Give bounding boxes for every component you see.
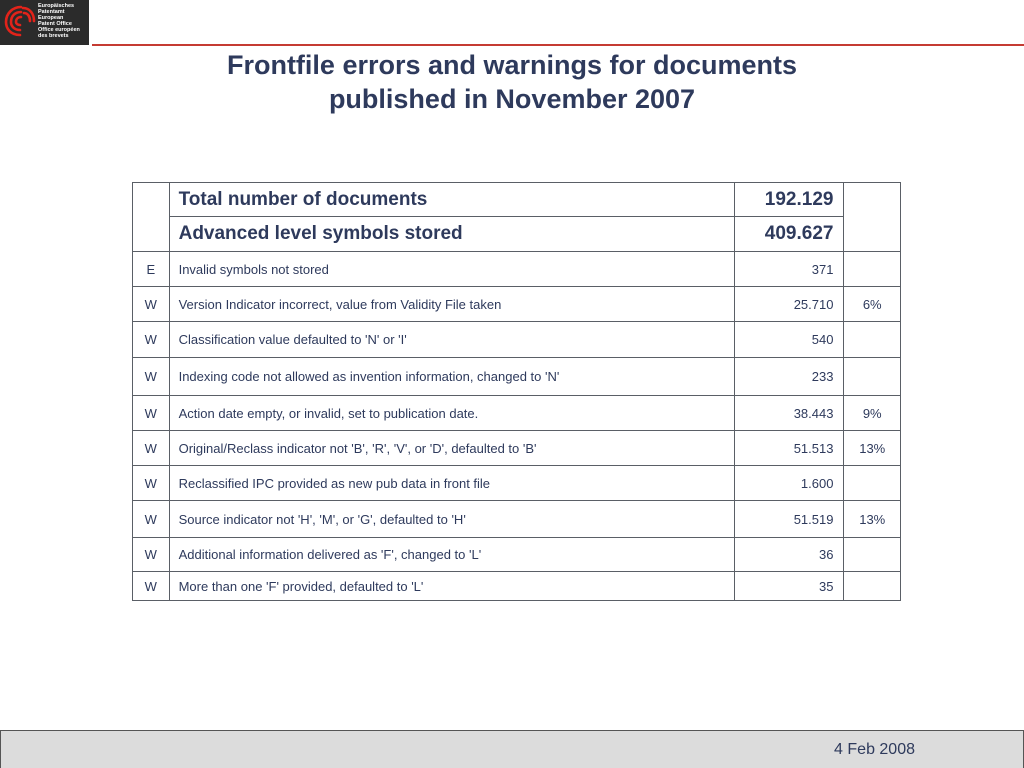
row-count: 36 [734, 538, 844, 572]
row-percent: 6% [844, 287, 901, 322]
row-description: Invalid symbols not stored [169, 252, 734, 287]
row-code: W [133, 396, 170, 431]
table-row [133, 431, 901, 466]
row-description: Source indicator not 'H', 'M', or 'G', defaulted to 'H' [169, 501, 734, 538]
header-divider [92, 44, 1024, 46]
table-row [133, 322, 901, 358]
logo-wordmark [38, 3, 80, 39]
summary-value: 192.129 [734, 183, 844, 217]
table-row [133, 252, 901, 287]
row-code: W [133, 501, 170, 538]
logo-line: Office européen [38, 27, 80, 33]
row-count: 540 [734, 322, 844, 358]
row-description: Additional information delivered as 'F', changed to 'L' [169, 538, 734, 572]
row-code: W [133, 358, 170, 396]
title-line-1: Frontfile errors and warnings for documents [226, 50, 798, 80]
row-percent [844, 358, 901, 396]
footer-date: 4 Feb 2008 [834, 741, 915, 758]
logo-line: Patent Office [38, 21, 72, 27]
table-row [133, 501, 901, 538]
row-code: W [133, 322, 170, 358]
summary-label: Advanced level symbols stored [169, 217, 734, 252]
row-percent [844, 572, 901, 601]
row-description: Version Indicator incorrect, value from Validity File taken [169, 287, 734, 322]
row-percent [844, 538, 901, 572]
summary-percent-cell [844, 183, 901, 252]
row-percent [844, 466, 901, 501]
row-description: Reclassified IPC provided as new pub data in front file [169, 466, 734, 501]
row-percent: 13% [844, 501, 901, 538]
table-row [133, 538, 901, 572]
summary-value: 409.627 [734, 217, 844, 252]
row-percent: 13% [844, 431, 901, 466]
table-row [133, 396, 901, 431]
summary-row [133, 217, 901, 252]
row-count: 38.443 [734, 396, 844, 431]
row-code: W [133, 287, 170, 322]
row-description: Indexing code not allowed as invention information, changed to 'N' [169, 358, 734, 396]
row-percent [844, 252, 901, 287]
logo-line: European [38, 15, 64, 21]
row-count: 233 [734, 358, 844, 396]
row-description: Classification value defaulted to 'N' or 'I' [169, 322, 734, 358]
row-percent: 9% [844, 396, 901, 431]
row-count: 51.519 [734, 501, 844, 538]
row-count: 25.710 [734, 287, 844, 322]
page-title [0, 48, 1024, 116]
table-row [133, 287, 901, 322]
summary-row [133, 183, 901, 217]
logo-line: Europäisches [38, 3, 75, 9]
summary-label: Total number of documents [169, 183, 734, 217]
table-row [133, 358, 901, 396]
table-row [133, 572, 901, 601]
row-code: W [133, 572, 170, 601]
logo-line: Patentamt [38, 9, 65, 15]
errors-warnings-table [132, 182, 901, 601]
row-code: E [133, 252, 170, 287]
row-percent [844, 322, 901, 358]
row-count: 35 [734, 572, 844, 601]
row-description: Original/Reclass indicator not 'B', 'R', 'V', or 'D', defaulted to 'B' [169, 431, 734, 466]
logo-line: des brevets [38, 33, 69, 39]
summary-code-cell [133, 183, 170, 252]
epo-logo [0, 0, 89, 45]
row-count: 1.600 [734, 466, 844, 501]
row-code: W [133, 538, 170, 572]
row-code: W [133, 466, 170, 501]
row-description: More than one 'F' provided, defaulted to 'L' [169, 572, 734, 601]
row-description: Action date empty, or invalid, set to publication date. [169, 396, 734, 431]
row-count: 371 [734, 252, 844, 287]
title-line-2: published in November 2007 [328, 84, 696, 114]
row-count: 51.513 [734, 431, 844, 466]
row-code: W [133, 431, 170, 466]
footer-bar [0, 730, 1024, 768]
epo-spiral-icon [3, 2, 37, 42]
table-row [133, 466, 901, 501]
